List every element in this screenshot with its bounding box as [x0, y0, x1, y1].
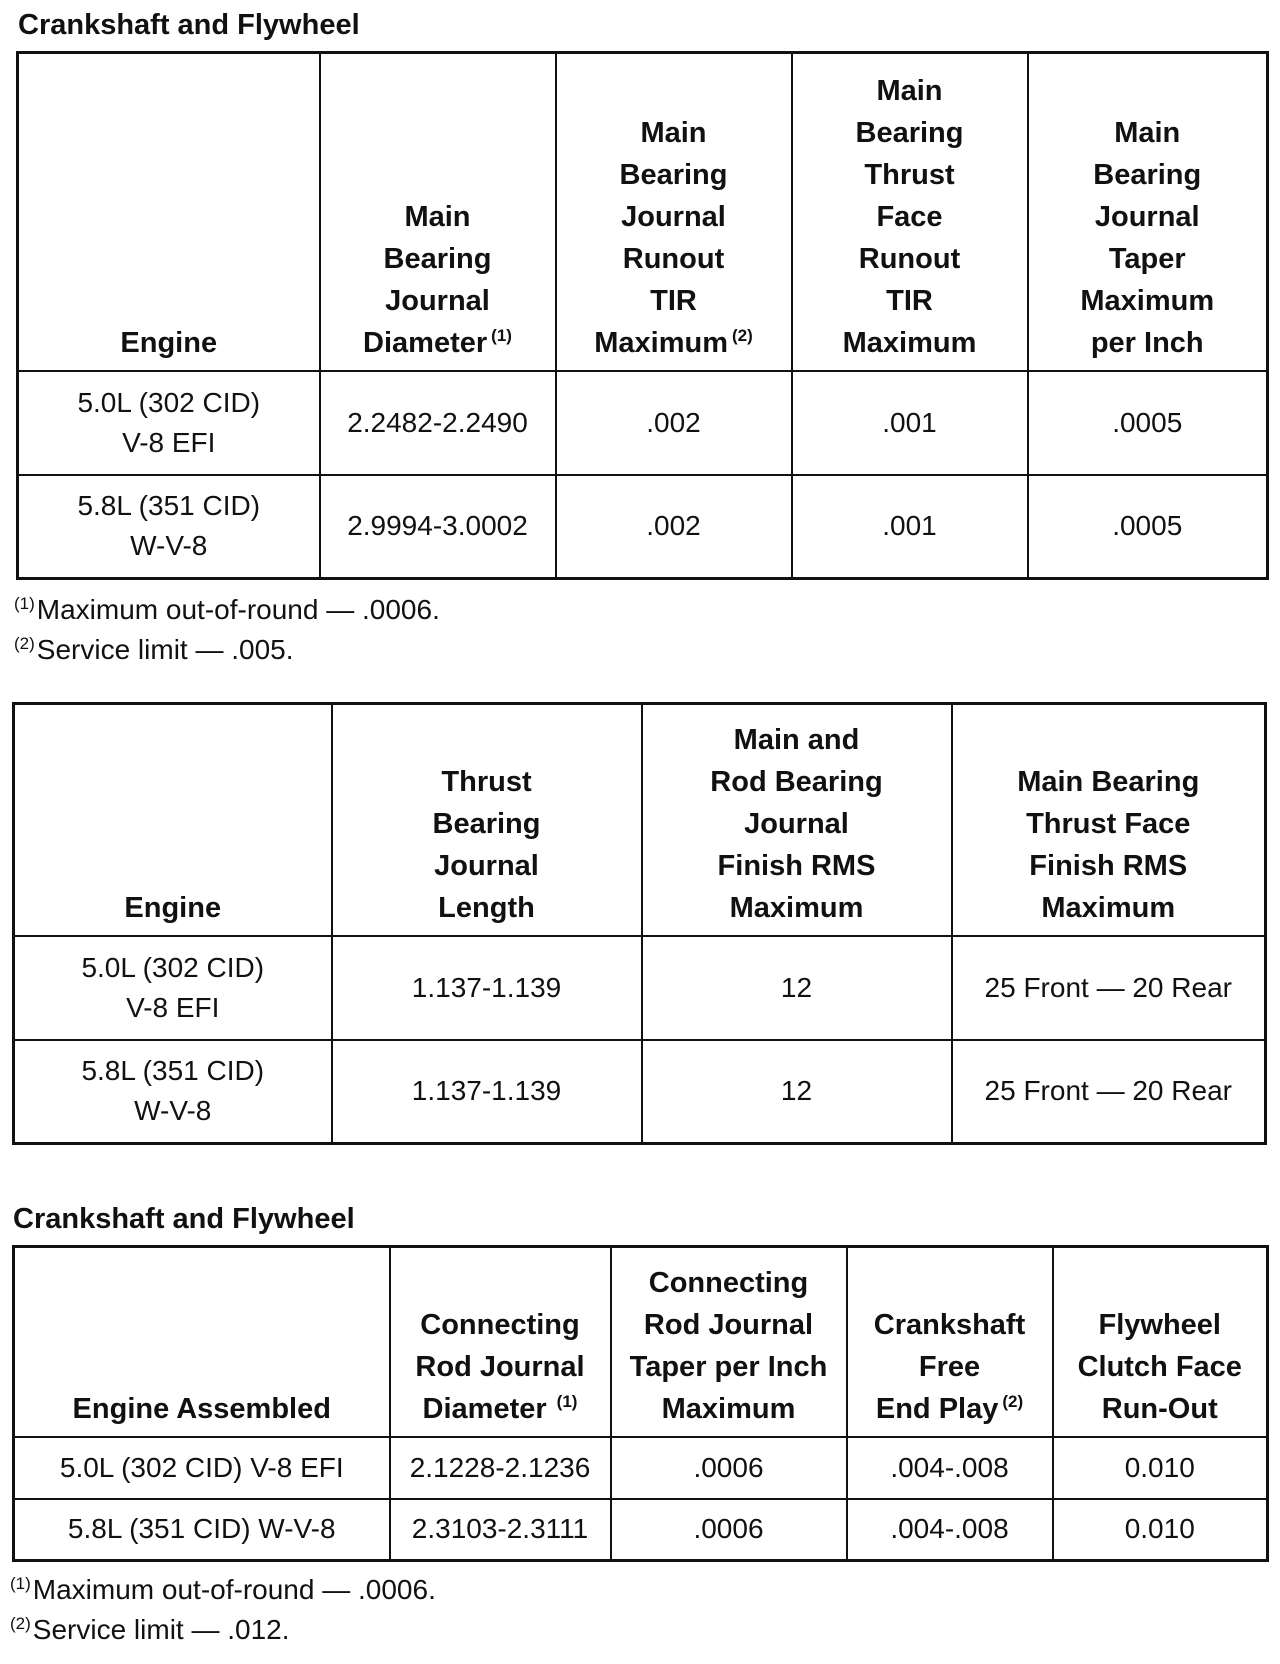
table-row — [14, 1040, 1266, 1144]
table2-header-row — [14, 704, 1266, 936]
table3-rod-journal-specs — [12, 1245, 1269, 1562]
table-row — [14, 936, 1266, 1040]
footnote-ref-1: (1) — [491, 325, 512, 345]
table3-cell-rod-journal-diameter: 2.3103-2.3111 — [390, 1499, 611, 1561]
table1-cell-journal-runout: .002 — [556, 371, 792, 475]
table1-cell-journal-diameter: 2.2482-2.2490 — [320, 371, 556, 475]
table-row — [14, 1499, 1268, 1561]
table1-header-journal-diameter: Main Bearing Journal Diameter $^{(1)}$ — [320, 53, 556, 371]
table1-header-row — [18, 53, 1268, 371]
table3-footnote-1: $^{(1)}$Maximum out-of-round — .0006. — [10, 1573, 436, 1605]
table1-cell-engine: 5.0L (302 CID) V-8 EFI — [18, 371, 320, 475]
table3-cell-engine: 5.0L (302 CID) V-8 EFI — [14, 1437, 390, 1499]
table2-header-thrust-journal-length: Thrust Bearing Journal Length — [332, 704, 642, 936]
table2-header-thrust-face-finish: Main Bearing Thrust Face Finish RMS Maximum — [952, 704, 1266, 936]
table3-cell-clutch-face-runout: 0.010 — [1053, 1499, 1268, 1561]
table2-header-engine: Engine — [14, 704, 332, 936]
table3-cell-end-play: .004-.008 — [847, 1499, 1053, 1561]
table3-header-engine-assembled: Engine Assembled — [14, 1247, 390, 1437]
table-row — [14, 1437, 1268, 1499]
table2-cell-engine: 5.8L (351 CID) W-V-8 — [14, 1040, 332, 1144]
table1-cell-thrust-face-runout: .001 — [792, 475, 1028, 579]
table2-cell-thrust-face-finish: 25 Front — 20 Rear — [952, 936, 1266, 1040]
table1-cell-journal-taper: .0005 — [1028, 371, 1268, 475]
footnote-ref-2: (2) — [1002, 1391, 1024, 1411]
table3-cell-end-play: .004-.008 — [847, 1437, 1053, 1499]
table1-cell-engine: 5.8L (351 CID) W-V-8 — [18, 475, 320, 579]
table3-cell-rod-journal-diameter: 2.1228-2.1236 — [390, 1437, 611, 1499]
table3-header-end-play: Crankshaft Free End Play $^{(2)}$ — [847, 1247, 1053, 1437]
table1-header-journal-runout: Main Bearing Journal Runout TIR Maximum $^{(2)}$ — [556, 53, 792, 371]
table1-cell-journal-taper: .0005 — [1028, 475, 1268, 579]
table3-header-clutch-face-runout: Flywheel Clutch Face Run-Out — [1053, 1247, 1268, 1437]
table1-title: Crankshaft and Flywheel — [18, 9, 360, 41]
table1-cell-journal-runout: .002 — [556, 475, 792, 579]
table1-cell-thrust-face-runout: .001 — [792, 371, 1028, 475]
table3-cell-clutch-face-runout: 0.010 — [1053, 1437, 1268, 1499]
table3-title: Crankshaft and Flywheel — [13, 1203, 355, 1235]
table-row — [18, 371, 1268, 475]
table2-cell-engine: 5.0L (302 CID) V-8 EFI — [14, 936, 332, 1040]
table3-header-rod-journal-diameter: Connecting Rod Journal Diameter $^{(1)}$ — [390, 1247, 611, 1437]
table3-header-row — [14, 1247, 1268, 1437]
table1-header-thrust-face-runout: Main Bearing Thrust Face Runout TIR Maximum — [792, 53, 1028, 371]
table3-header-rod-journal-taper: Connecting Rod Journal Taper per Inch Maximum — [611, 1247, 847, 1437]
table3-cell-rod-journal-taper: .0006 — [611, 1437, 847, 1499]
table2-cell-journal-finish: 12 — [642, 1040, 952, 1144]
table3-footnote-2: $^{(2)}$Service limit — .012. — [10, 1613, 290, 1645]
table2-thrust-bearing-specs — [12, 702, 1267, 1145]
table1-cell-journal-diameter: 2.9994-3.0002 — [320, 475, 556, 579]
table2-header-journal-finish: Main and Rod Bearing Journal Finish RMS Maximum — [642, 704, 952, 936]
table2-cell-journal-finish: 12 — [642, 936, 952, 1040]
table-row — [18, 475, 1268, 579]
table2-cell-thrust-journal-length: 1.137-1.139 — [332, 1040, 642, 1144]
table3-cell-engine: 5.8L (351 CID) W-V-8 — [14, 1499, 390, 1561]
table1-footnote-1: $^{(1)}$Maximum out-of-round — .0006. — [14, 593, 440, 625]
table1-main-bearing-specs — [16, 51, 1269, 580]
table2-cell-thrust-face-finish: 25 Front — 20 Rear — [952, 1040, 1266, 1144]
footnote-ref-2: (2) — [731, 325, 753, 345]
table1-header-engine: Engine — [18, 53, 320, 371]
table2-cell-thrust-journal-length: 1.137-1.139 — [332, 936, 642, 1040]
table3-cell-rod-journal-taper: .0006 — [611, 1499, 847, 1561]
table1-footnote-2: $^{(2)}$Service limit — .005. — [14, 633, 294, 665]
table1-header-journal-taper: Main Bearing Journal Taper Maximum per Inch — [1028, 53, 1268, 371]
footnote-ref-1: (1) — [556, 1391, 578, 1411]
